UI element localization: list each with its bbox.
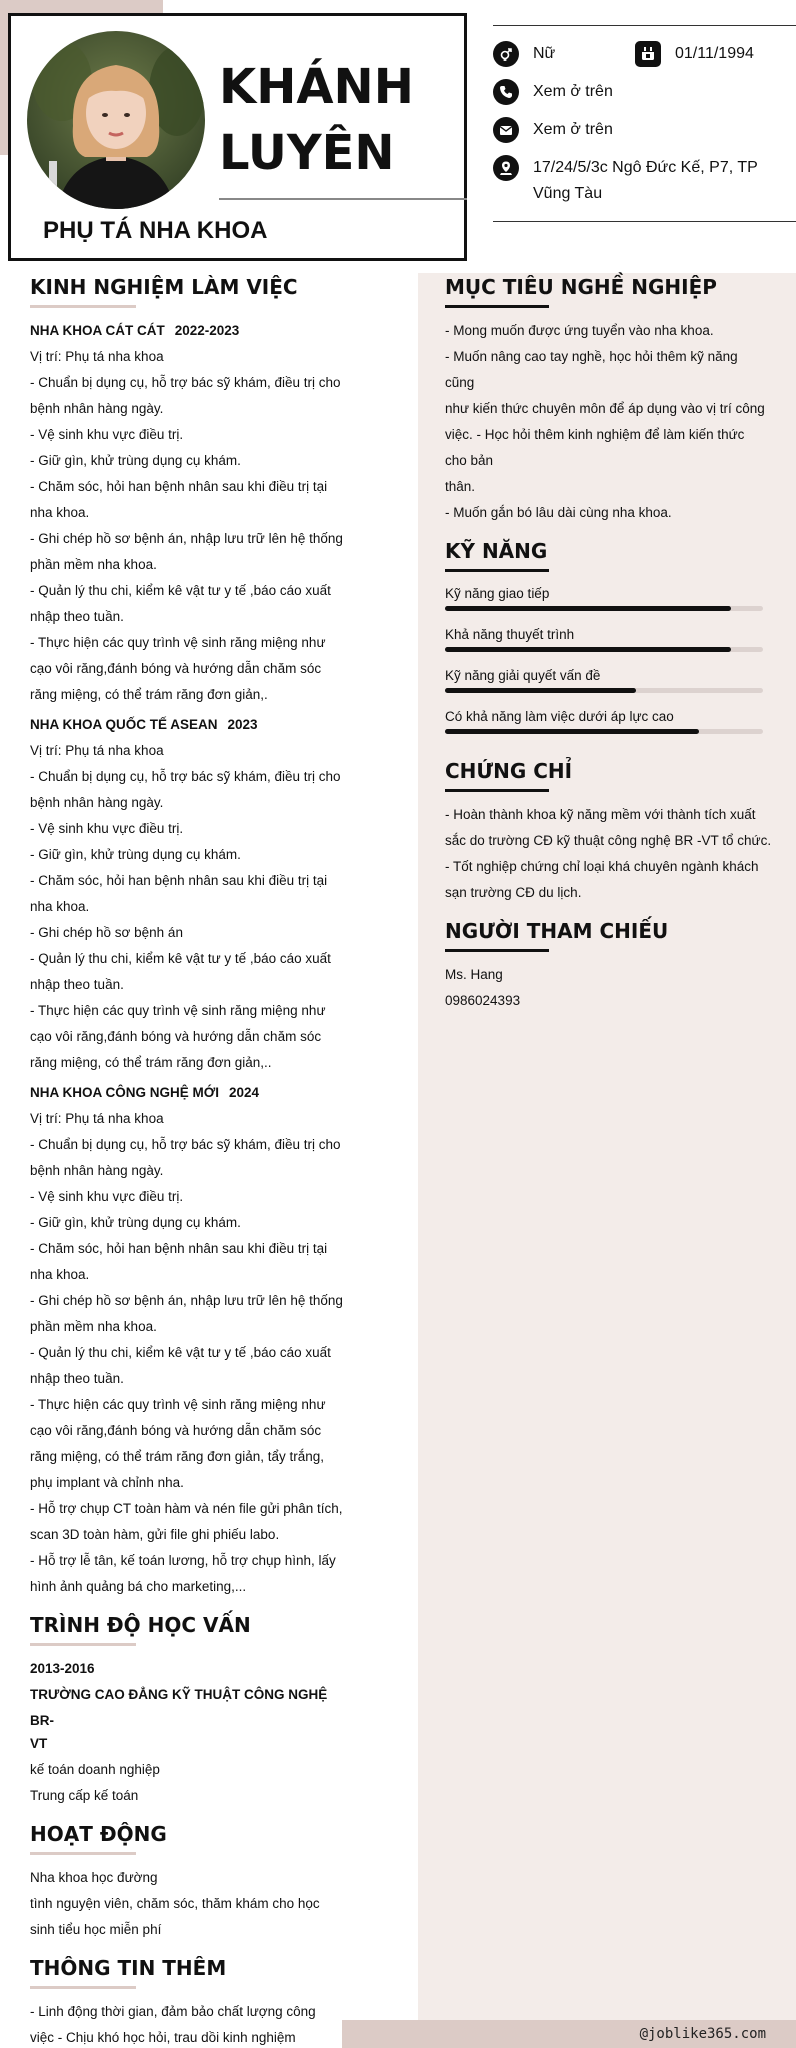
certificate-line: sạn trường CĐ du lịch. bbox=[445, 885, 582, 900]
job-detail-line: nhập theo tuần. bbox=[30, 609, 124, 624]
skill-bar-track bbox=[445, 647, 763, 652]
extra-info-details bbox=[30, 1999, 352, 2048]
skill-name: Kỹ năng giao tiếp bbox=[445, 586, 550, 601]
job-detail-line: - Vệ sinh khu vực điều trị. bbox=[30, 427, 184, 442]
objective-line: như kiến thức chuyên môn để áp dụng vào vị trí công bbox=[445, 401, 765, 416]
email-row bbox=[493, 117, 613, 143]
job-heading bbox=[30, 318, 352, 344]
job-years: 2022-2023 bbox=[174, 323, 240, 338]
job-detail-line: răng miệng, có thể trám răng đơn giản, tẩy trắng, bbox=[30, 1449, 325, 1464]
job-heading bbox=[30, 712, 352, 738]
reference-phone[interactable]: 0986024393 bbox=[445, 993, 521, 1008]
job-detail-line: - Thực hiện các quy trình vệ sinh răng miệng như bbox=[30, 1003, 326, 1018]
job-detail-line: răng miệng, có thể trám răng đơn giản,. bbox=[30, 687, 268, 702]
job-detail-line: - Ghi chép hồ sơ bệnh án, nhập lưu trữ lên hệ thống bbox=[30, 1293, 343, 1308]
objective-line: cho bản bbox=[445, 453, 494, 468]
skill-bar-track bbox=[445, 729, 763, 734]
objective-title: MỤC TIÊU NGHỀ NGHIỆP bbox=[445, 275, 717, 299]
phone-value[interactable]: Xem ở trên bbox=[533, 83, 613, 100]
skill-bar-track bbox=[445, 606, 763, 611]
name-underline bbox=[219, 198, 467, 200]
gender-value: Nữ bbox=[533, 45, 556, 62]
job-detail-line: nha khoa. bbox=[30, 1267, 90, 1282]
skill-item bbox=[445, 664, 775, 693]
job-detail-line: - Thực hiện các quy trình vệ sinh răng miệng như bbox=[30, 635, 326, 650]
job-detail-line: - Chuẩn bị dụng cụ, hỗ trợ bác sỹ khám, điều trị cho bbox=[30, 375, 341, 390]
job-detail-line: - Giữ gìn, khử trùng dụng cụ khám. bbox=[30, 453, 241, 468]
job-heading bbox=[30, 1080, 352, 1106]
education-line: Trung cấp kế toán bbox=[30, 1788, 139, 1803]
skills-title: KỸ NĂNG bbox=[445, 539, 548, 563]
job-detail-line: Vị trí: Phụ tá nha khoa bbox=[30, 1111, 164, 1126]
footer-watermark: @joblike365.com bbox=[639, 2026, 766, 2042]
address-value bbox=[533, 155, 758, 207]
job-detail-line: nhập theo tuần. bbox=[30, 977, 124, 992]
skill-name: Khả năng thuyết trình bbox=[445, 627, 575, 642]
job-detail-line: Vị trí: Phụ tá nha khoa bbox=[30, 349, 164, 364]
certificate-line: sắc do trường CĐ kỹ thuật công nghệ BR -VT tổ chức. bbox=[445, 833, 772, 848]
certificates-title: CHỨNG CHỈ bbox=[445, 759, 573, 783]
job-detail-line: bệnh nhân hàng ngày. bbox=[30, 1163, 164, 1178]
location-pin-icon bbox=[493, 155, 519, 181]
skill-bar-fill bbox=[445, 606, 731, 611]
job-detail-line: phần mềm nha khoa. bbox=[30, 557, 157, 572]
candidate-name: KHÁNH LUYÊN bbox=[219, 59, 414, 181]
gender-row bbox=[493, 41, 555, 67]
job-years: 2023 bbox=[227, 717, 258, 732]
skills-underline bbox=[445, 569, 549, 572]
job-detail-line: răng miệng, có thể trám răng đơn giản,.. bbox=[30, 1055, 272, 1070]
job-detail-line: - Thực hiện các quy trình vệ sinh răng miệng như bbox=[30, 1397, 326, 1412]
objective-line: việc. - Học hỏi thêm kinh nghiệm để làm kiến thức bbox=[445, 427, 745, 442]
skill-item bbox=[445, 623, 775, 652]
objective-details bbox=[445, 318, 775, 526]
objective-line: - Muốn nâng cao tay nghề, học hỏi thêm kỹ năng bbox=[445, 349, 738, 364]
job-detail-line: - Hỗ trợ lễ tân, kế toán lương, hỗ trợ chụp hình, lấy bbox=[30, 1553, 336, 1568]
gender-icon bbox=[493, 41, 519, 67]
objective-line: cũng bbox=[445, 375, 475, 390]
skill-bar-fill bbox=[445, 647, 731, 652]
experience-underline bbox=[30, 305, 136, 308]
certificate-line: - Hoàn thành khoa kỹ năng mềm với thành tích xuất bbox=[445, 807, 756, 822]
job-detail-line: - Chuẩn bị dụng cụ, hỗ trợ bác sỹ khám, điều trị cho bbox=[30, 1137, 341, 1152]
objective-line: - Mong muốn được ứng tuyển vào nha khoa. bbox=[445, 323, 714, 338]
education-school-line-1: TRƯỜNG CAO ĐẲNG KỸ THUẬT CÔNG NGHỆ BR- bbox=[30, 1687, 328, 1728]
education-details bbox=[30, 1757, 352, 1809]
calendar-icon bbox=[635, 41, 661, 67]
activity-line: tình nguyện viên, chăm sóc, thăm khám cho học bbox=[30, 1896, 320, 1911]
skill-item bbox=[445, 582, 775, 611]
activities-title: HOẠT ĐỘNG bbox=[30, 1822, 167, 1846]
job-years: 2024 bbox=[229, 1085, 260, 1100]
job-detail-line: bệnh nhân hàng ngày. bbox=[30, 795, 164, 810]
job-detail-line: scan 3D toàn hàm, gửi file ghi phiếu labo. bbox=[30, 1527, 280, 1542]
job-detail-line: hình ảnh quảng bá cho marketing,... bbox=[30, 1579, 247, 1594]
job-detail-line: - Chăm sóc, hỏi han bệnh nhân sau khi điều trị tại bbox=[30, 479, 328, 494]
avatar bbox=[27, 31, 205, 209]
job-detail-line: - Ghi chép hồ sơ bệnh án, nhập lưu trữ lên hệ thống bbox=[30, 531, 343, 546]
certificates-underline bbox=[445, 789, 549, 792]
reference-name: Ms. Hang bbox=[445, 967, 503, 982]
avatar-photo bbox=[27, 31, 205, 209]
job-company: NHA KHOA CÔNG NGHỆ MỚI bbox=[30, 1085, 220, 1100]
activities-details bbox=[30, 1865, 352, 1943]
header-card bbox=[8, 13, 467, 261]
skill-name: Có khả năng làm việc dưới áp lực cao bbox=[445, 709, 674, 724]
address-line-1: 17/24/5/3c Ngô Đức Kế, P7, TP bbox=[533, 159, 758, 176]
education-line: kế toán doanh nghiệp bbox=[30, 1762, 160, 1777]
phone-icon bbox=[493, 79, 519, 105]
job-detail-line: - Chuẩn bị dụng cụ, hỗ trợ bác sỹ khám, điều trị cho bbox=[30, 769, 341, 784]
education-school-line-2: VT bbox=[30, 1736, 48, 1751]
email-value[interactable]: Xem ở trên bbox=[533, 121, 613, 138]
job-detail-line: - Quản lý thu chi, kiểm kê vật tư y tế ,báo cáo xuất bbox=[30, 1345, 331, 1360]
extra-info-line: - Linh động thời gian, đảm bảo chất lượng công bbox=[30, 2004, 316, 2019]
certificate-line: - Tốt nghiệp chứng chỉ loại khá chuyên ngành khách bbox=[445, 859, 759, 874]
birthday-row bbox=[635, 41, 754, 67]
address-line-2: Vũng Tàu bbox=[533, 185, 603, 202]
job-detail-line: phụ implant và chỉnh nha. bbox=[30, 1475, 184, 1490]
job-detail-line: - Quản lý thu chi, kiểm kê vật tư y tế ,báo cáo xuất bbox=[30, 951, 331, 966]
job-detail-line: cạo vôi răng,đánh bóng và hướng dẫn chăm sóc bbox=[30, 661, 322, 676]
references-underline bbox=[445, 949, 549, 952]
activities-underline bbox=[30, 1852, 136, 1855]
job-detail-line: nha khoa. bbox=[30, 505, 90, 520]
job-detail-line: - Chăm sóc, hỏi han bệnh nhân sau khi điều trị tại bbox=[30, 873, 328, 888]
job-detail-line: - Chăm sóc, hỏi han bệnh nhân sau khi điều trị tại bbox=[30, 1241, 328, 1256]
job-detail-line: - Giữ gìn, khử trùng dụng cụ khám. bbox=[30, 1215, 241, 1230]
birthday-value: 01/11/1994 bbox=[675, 45, 754, 62]
contact-bottom-divider bbox=[493, 221, 796, 222]
skill-item bbox=[445, 705, 775, 734]
experience-title: KINH NGHIỆM LÀM VIỆC bbox=[30, 275, 298, 299]
right-column bbox=[445, 272, 775, 1014]
job-detail-line: - Vệ sinh khu vực điều trị. bbox=[30, 1189, 184, 1204]
extra-info-title: THÔNG TIN THÊM bbox=[30, 1956, 227, 1980]
job-detail-line: - Quản lý thu chi, kiểm kê vật tư y tế ,báo cáo xuất bbox=[30, 583, 331, 598]
job-company: NHA KHOA CÁT CÁT bbox=[30, 323, 165, 338]
job-detail-line: cạo vôi răng,đánh bóng và hướng dẫn chăm sóc bbox=[30, 1029, 322, 1044]
job-detail-line: bệnh nhân hàng ngày. bbox=[30, 401, 164, 416]
job-detail-line: Vị trí: Phụ tá nha khoa bbox=[30, 743, 164, 758]
job-detail-line: - Vệ sinh khu vực điều trị. bbox=[30, 821, 184, 836]
skill-bar-fill bbox=[445, 688, 636, 693]
skill-bar-track bbox=[445, 688, 763, 693]
contact-top-divider bbox=[493, 25, 796, 26]
references-title: NGƯỜI THAM CHIẾU bbox=[445, 919, 669, 943]
address-row bbox=[493, 155, 758, 207]
envelope-icon bbox=[493, 117, 519, 143]
activity-line: sinh tiểu học miễn phí bbox=[30, 1922, 162, 1937]
left-column bbox=[30, 272, 352, 2048]
objective-line: thân. bbox=[445, 479, 476, 494]
education-title: TRÌNH ĐỘ HỌC VẤN bbox=[30, 1613, 251, 1637]
extra-info-underline bbox=[30, 1986, 136, 1989]
job-detail-line: - Ghi chép hồ sơ bệnh án bbox=[30, 925, 183, 940]
job-detail-line: - Hỗ trợ chụp CT toàn hàm và nén file gửi phân tích, bbox=[30, 1501, 343, 1516]
job-detail-line: phần mềm nha khoa. bbox=[30, 1319, 157, 1334]
activity-line: Nha khoa học đường bbox=[30, 1870, 158, 1885]
objective-line: - Muốn gắn bó lâu dài cùng nha khoa. bbox=[445, 505, 672, 520]
education-underline bbox=[30, 1643, 136, 1646]
objective-underline bbox=[445, 305, 549, 308]
phone-row bbox=[493, 79, 613, 105]
job-detail-line: nha khoa. bbox=[30, 899, 90, 914]
job-detail-line: nhập theo tuần. bbox=[30, 1371, 124, 1386]
skills-list bbox=[445, 582, 775, 734]
job-title: PHỤ TÁ NHA KHOA bbox=[43, 217, 268, 244]
extra-info-line: việc - Chịu khó học hỏi, trau dồi kinh nghiệm bbox=[30, 2030, 296, 2045]
experience-list bbox=[30, 318, 352, 1600]
certificates-details bbox=[445, 802, 775, 906]
skill-name: Kỹ năng giải quyết vấn đề bbox=[445, 668, 601, 683]
job-detail-line: - Giữ gìn, khử trùng dụng cụ khám. bbox=[30, 847, 241, 862]
job-company: NHA KHOA QUỐC TẾ ASEAN bbox=[30, 717, 218, 732]
job-detail-line: cạo vôi răng,đánh bóng và hướng dẫn chăm sóc bbox=[30, 1423, 322, 1438]
skill-bar-fill bbox=[445, 729, 699, 734]
education-years: 2013-2016 bbox=[30, 1661, 95, 1676]
